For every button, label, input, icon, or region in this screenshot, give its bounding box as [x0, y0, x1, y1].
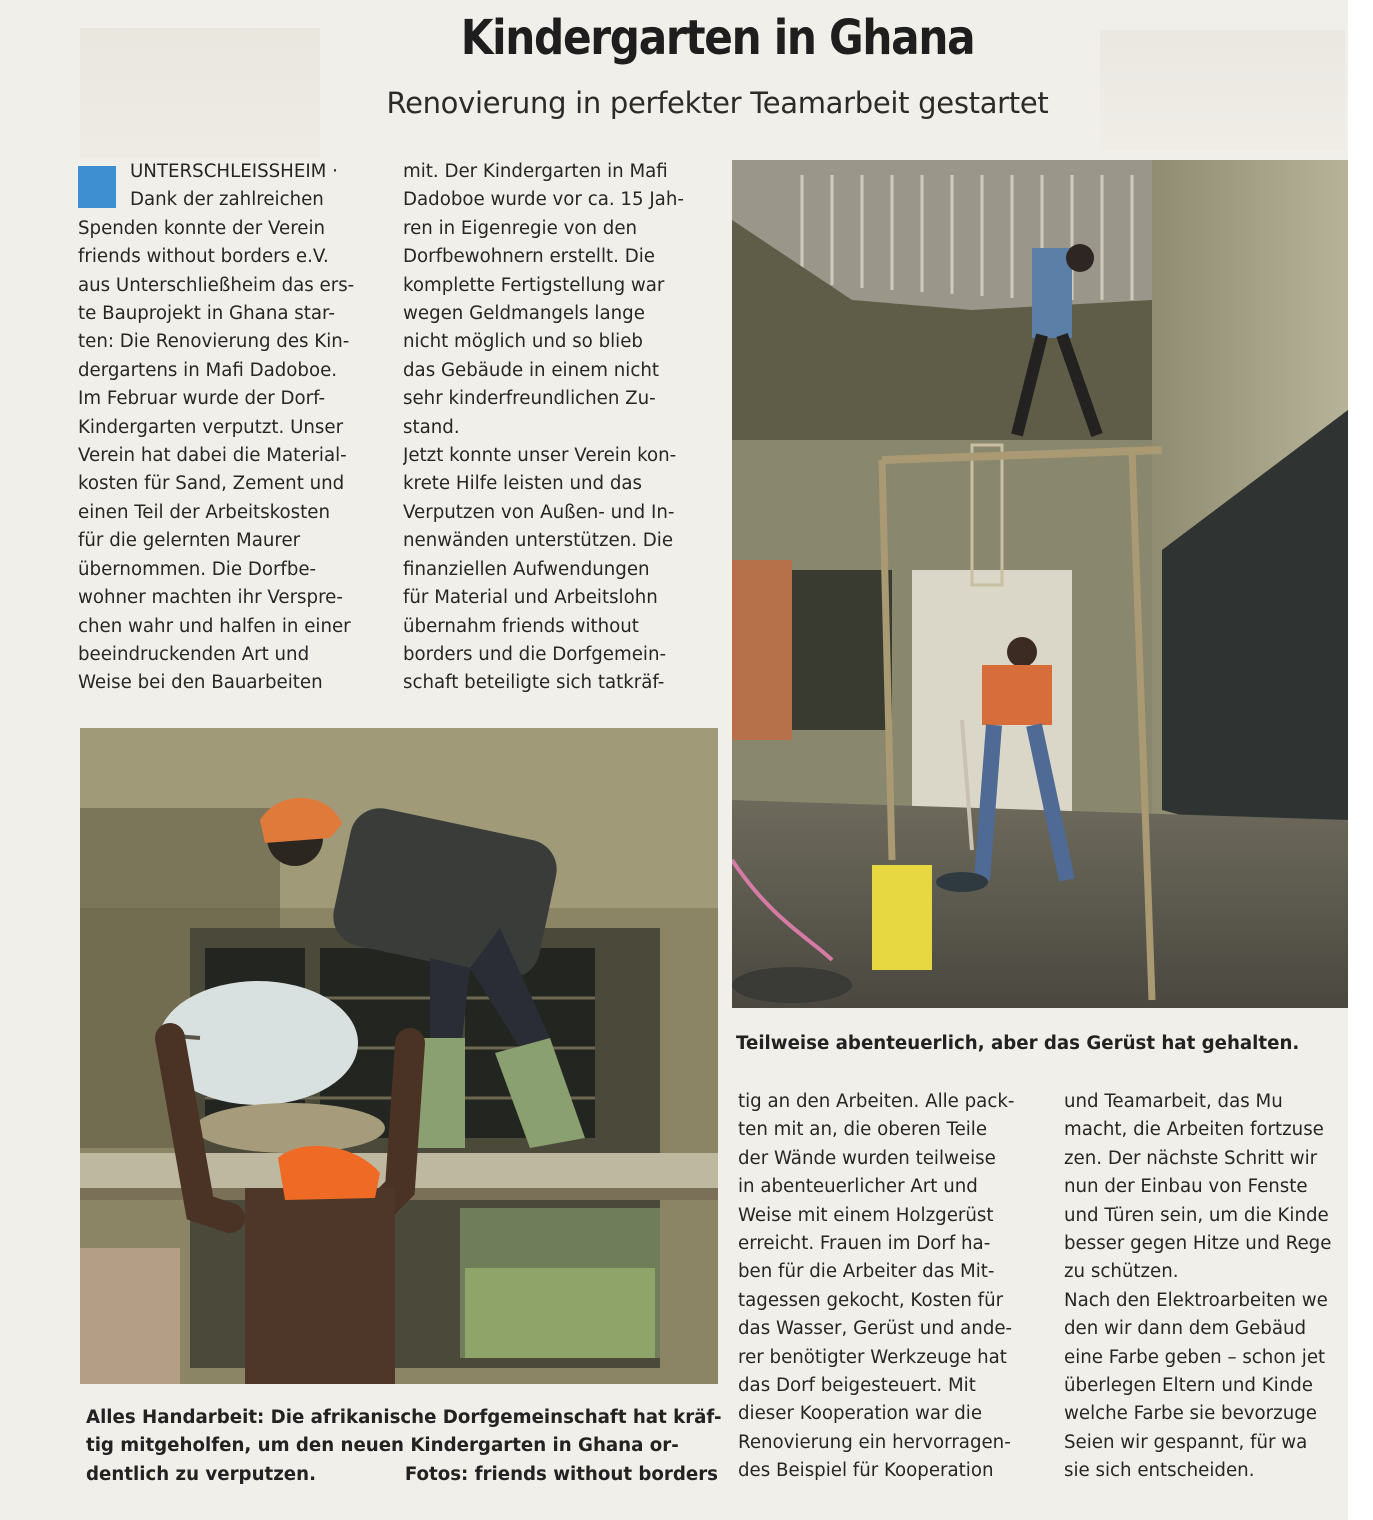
text-line: der Wände wurden teilweise	[738, 1147, 996, 1169]
text-line: überlegen Eltern und Kinde	[1064, 1375, 1313, 1397]
text-line: komplette Fertigstellung war	[403, 274, 665, 296]
caption-line: Alles Handarbeit: Die afrikanische Dorfgemeinschaft hat kräf-	[86, 1407, 722, 1428]
text-line: welche Farbe sie bevorzuge	[1064, 1403, 1317, 1425]
text-line: Dank der zahlreichen	[130, 189, 324, 211]
article-column-1	[78, 158, 386, 698]
text-line: dergartens in Mafi Dadoboe.	[78, 359, 338, 381]
text-line: mit. Der Kindergarten in Mafi	[403, 161, 668, 182]
subheadline: Renovierung in perfekter Teamarbeit gestartet	[386, 86, 1049, 120]
article-column-3	[738, 1088, 1044, 1486]
scan-margin	[1348, 0, 1373, 1520]
text-line: für die gelernten Maurer	[78, 530, 301, 552]
text-line: nun der Einbau von Fenste	[1064, 1176, 1308, 1198]
text-line: Dadoboe wurde vor ca. 15 Jah-	[403, 189, 684, 211]
text-line: Im Februar wurde der Dorf-	[78, 388, 326, 410]
text-line: sie sich entscheiden.	[1064, 1460, 1255, 1482]
text-line: kosten für Sand, Zement und	[78, 473, 345, 495]
caption-handwork	[86, 1404, 722, 1489]
text-line: ren in Eigenregie von den	[403, 217, 638, 239]
text-line: Renovierung ein hervorragen-	[738, 1431, 1011, 1453]
text-line: nicht möglich und so blieb	[403, 331, 643, 353]
text-line: wohner machten ihr Verspre-	[78, 587, 343, 609]
caption-line: tig mitgeholfen, um den neuen Kindergarten in Ghana or-	[86, 1435, 679, 1457]
text-line: das Dorf beigesteuert. Mit	[738, 1375, 976, 1397]
text-line: krete Hilfe leisten und das	[403, 473, 643, 495]
text-line: Weise mit einem Holzgerüst	[738, 1204, 994, 1226]
text-line: Spenden konnte der Verein	[78, 217, 326, 239]
text-line: te Bauprojekt in Ghana star-	[78, 303, 335, 325]
text-line: ben für die Arbeiter das Mit-	[738, 1261, 995, 1283]
article-column-2	[403, 158, 711, 698]
text-line: das Wasser, Gerüst und ande-	[738, 1318, 1013, 1340]
text-line: einen Teil der Arbeitskosten	[78, 501, 331, 523]
text-line: und Türen sein, um die Kinde	[1064, 1204, 1329, 1226]
text-line: eine Farbe geben – schon jet	[1064, 1346, 1326, 1368]
text-line: und Teamarbeit, das Mu	[1064, 1091, 1283, 1112]
text-line: ten: Die Renovierung des Kin-	[78, 331, 350, 353]
text-line: tig an den Arbeiten. Alle pack-	[738, 1091, 1015, 1112]
text-line: besser gegen Hitze und Rege	[1064, 1233, 1332, 1255]
photo-handwork	[80, 728, 718, 1384]
text-line: borders und die Dorfgemein-	[403, 643, 667, 665]
text-line: Kindergarten verputzt. Unser	[78, 416, 344, 438]
headline: Kindergarten in Ghana	[460, 10, 975, 66]
text-line: finanziellen Aufwendungen	[403, 558, 650, 580]
text-line: nenwänden unterstützen. Die	[403, 530, 674, 552]
text-line: Verputzen von Außen- und In-	[403, 501, 675, 523]
text-line: Weise bei den Bauarbeiten	[78, 672, 323, 694]
text-line: Verein hat dabei die Material-	[78, 445, 347, 467]
text-line: zu schützen.	[1064, 1261, 1179, 1283]
text-line: beeindruckenden Art und	[78, 643, 310, 665]
text-line: Seien wir gespannt, für wa	[1064, 1431, 1308, 1453]
text-line: des Beispiel für Kooperation	[738, 1460, 994, 1482]
text-line: Dorfbewohnern erstellt. Die	[403, 246, 655, 268]
text-line: übernahm friends without	[403, 615, 639, 637]
text-line: den wir dann dem Gebäud	[1064, 1318, 1307, 1340]
text-line: tagessen gekocht, Kosten für	[738, 1289, 1004, 1311]
caption-scaffolding: Teilweise abenteuerlich, aber das Gerüst hat gehalten.	[736, 1033, 1300, 1054]
text-line: zen. Der nächste Schritt wir	[1064, 1147, 1318, 1169]
text-line: für Material und Arbeitslohn	[403, 587, 658, 609]
text-line: macht, die Arbeiten fortzuse	[1064, 1119, 1324, 1141]
text-line: aus Unterschließheim das ers-	[78, 274, 355, 296]
dateline: UNTERSCHLEISSHEIM ·	[130, 161, 338, 182]
text-line: chen wahr und halfen in einer	[78, 615, 351, 637]
text-line: sehr kinderfreundlichen Zu-	[403, 388, 656, 410]
text-line: wegen Geldmangels lange	[403, 303, 645, 325]
caption-line: dentlich zu verputzen.	[86, 1463, 316, 1485]
text-line: Jetzt konnte unser Verein kon-	[403, 445, 677, 467]
text-line: ten mit an, die oberen Teile	[738, 1119, 988, 1141]
text-line: in abenteuerlicher Art und	[738, 1176, 978, 1198]
article-column-4	[1064, 1088, 1348, 1486]
text-line: schaft beteiligte sich tatkräf-	[403, 672, 665, 694]
text-line: erreicht. Frauen im Dorf ha-	[738, 1233, 991, 1255]
text-line: stand.	[403, 416, 460, 438]
photo-credit: Fotos: friends without borders	[404, 1463, 718, 1485]
text-line: rer benötigter Werkzeuge hat	[738, 1346, 1007, 1368]
text-line: das Gebäude in einem nicht	[403, 359, 660, 381]
text-line: dieser Kooperation war die	[738, 1403, 983, 1425]
text-line: Nach den Elektroarbeiten we	[1064, 1289, 1328, 1311]
text-line: übernommen. Die Dorfbe-	[78, 558, 317, 580]
photo-scaffolding	[732, 160, 1348, 1008]
text-line: friends without borders e.V.	[78, 246, 329, 268]
